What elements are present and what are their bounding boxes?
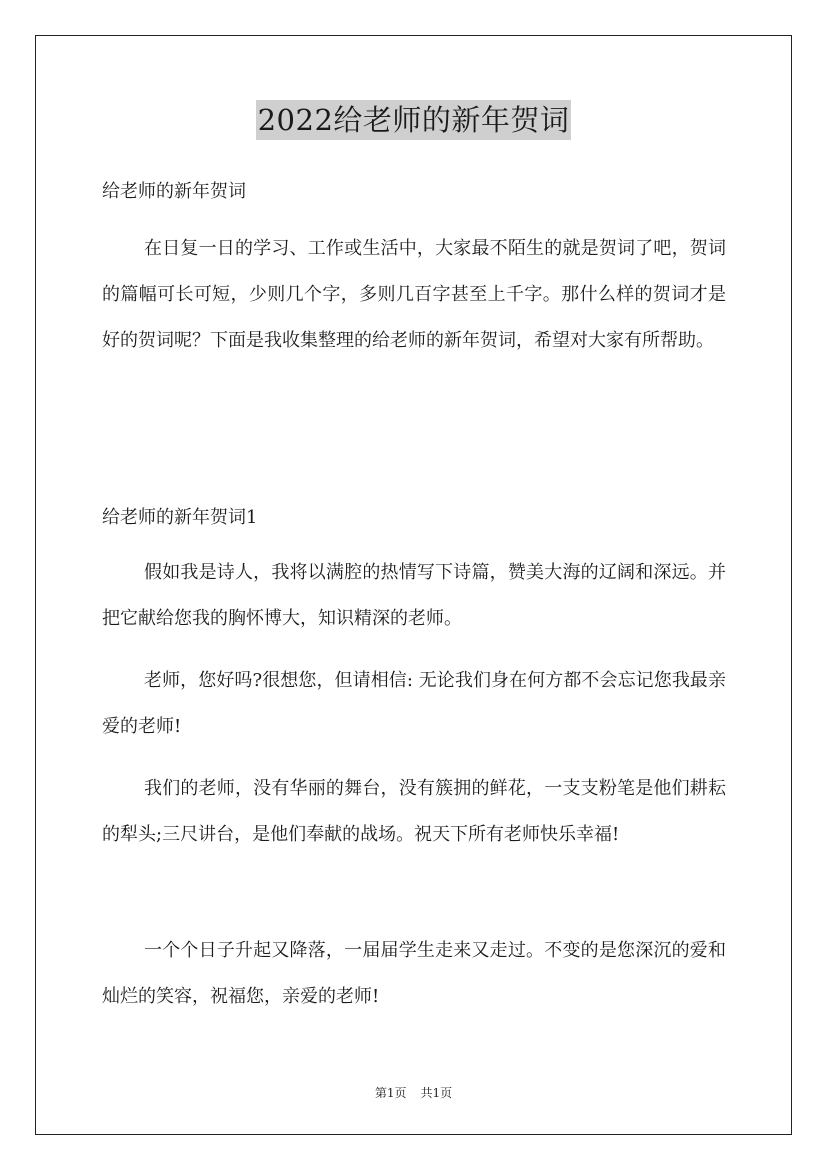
page-number: 第1页: [374, 1086, 407, 1100]
page-total: 共1页: [420, 1086, 453, 1100]
subheading-1: 给老师的新年贺词1: [102, 507, 258, 528]
paragraph-3: 我们的老师，没有华丽的舞台，没有簇拥的鲜花，一支支粉笔是他们耕耘的犁头;三尺讲台，是他们奉献的战场。祝天下所有老师快乐幸福!: [102, 778, 726, 845]
intro-paragraph: 在日复一日的学习、工作或生活中，大家最不陌生的就是贺词了吧，贺词的篇幅可长可短，少则几个字，多则几百字甚至上千字。那什么样的贺词才是好的贺词呢？下面是我收集整理的给老师的新年贺词，希望对大家有所帮助。: [102, 238, 726, 351]
page-footer: [0, 1084, 827, 1101]
paragraph-1: 假如我是诗人，我将以满腔的热情写下诗篇，赞美大海的辽阔和深远。并把它献给您我的胸怀博大，知识精深的老师。: [102, 562, 726, 629]
document-title: 2022给老师的新年贺词: [256, 100, 572, 140]
section-heading: 给老师的新年贺词: [102, 181, 246, 202]
paragraph-2: 老师，您好吗?很想您，但请相信: 无论我们身在何方都不会忘记您我最亲爱的老师!: [102, 670, 726, 737]
document-title-container: [0, 100, 827, 140]
paragraph-4: 一个个日子升起又降落，一届届学生走来又走过。不变的是您深沉的爱和灿烂的笑容，祝福您，亲爱的老师!: [102, 940, 726, 1007]
